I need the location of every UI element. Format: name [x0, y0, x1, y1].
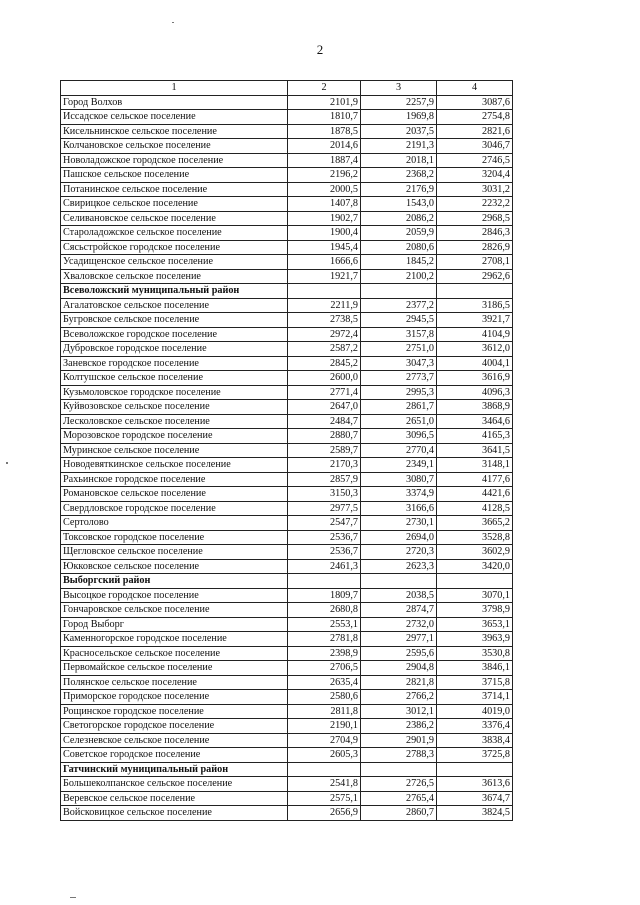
- value-cell-col2: 2605,3: [288, 748, 361, 763]
- table-row: [61, 371, 513, 386]
- value-cell-col4: 3376,4: [437, 719, 513, 734]
- value-cell-col3: 1845,2: [361, 255, 437, 270]
- table-row: [61, 559, 513, 574]
- value-cell-col4: 3148,1: [437, 458, 513, 473]
- row-name-cell: Войсковицкое сельское поселение: [61, 806, 288, 821]
- row-name-cell: Лесколовское сельское поселение: [61, 414, 288, 429]
- row-name-cell: Заневское городское поселение: [61, 356, 288, 371]
- scan-speck: [172, 22, 174, 23]
- row-name-cell: Светогорское городское поселение: [61, 719, 288, 734]
- value-cell-col3: 2765,4: [361, 791, 437, 806]
- column-header: 2: [288, 81, 361, 96]
- table-row: [61, 356, 513, 371]
- value-cell-col3: 1969,8: [361, 110, 437, 125]
- table-row: [61, 603, 513, 618]
- row-name-cell: Всеволожский муниципальный район: [61, 284, 288, 299]
- value-cell-col4: 2968,5: [437, 211, 513, 226]
- row-name-cell: Веревское сельское поселение: [61, 791, 288, 806]
- value-cell-col4: 4019,0: [437, 704, 513, 719]
- table-row: [61, 400, 513, 415]
- value-cell-col4: 3087,6: [437, 95, 513, 110]
- page-number: 2: [316, 42, 324, 57]
- row-name-cell: Куйвозовское сельское поселение: [61, 400, 288, 415]
- value-cell-col3: 2651,0: [361, 414, 437, 429]
- value-cell-col2: 1407,8: [288, 197, 361, 212]
- value-cell-col3: [361, 284, 437, 299]
- value-cell-col2: 2600,0: [288, 371, 361, 386]
- row-name-cell: Новодевяткинское сельское поселение: [61, 458, 288, 473]
- table-row: [61, 675, 513, 690]
- value-cell-col2: 1666,6: [288, 255, 361, 270]
- table-row: [61, 632, 513, 647]
- value-cell-col2: 2211,9: [288, 298, 361, 313]
- value-cell-col3: 2037,5: [361, 124, 437, 139]
- section-row: [61, 762, 513, 777]
- value-cell-col4: 3725,8: [437, 748, 513, 763]
- value-cell-col2: 2811,8: [288, 704, 361, 719]
- row-name-cell: Токсовское городское поселение: [61, 530, 288, 545]
- value-cell-col4: 2962,6: [437, 269, 513, 284]
- table-row: [61, 197, 513, 212]
- value-cell-col2: [288, 762, 361, 777]
- row-name-cell: Кузьмоловское городское поселение: [61, 385, 288, 400]
- value-cell-col4: 3714,1: [437, 690, 513, 705]
- row-name-cell: Потанинское сельское поселение: [61, 182, 288, 197]
- value-cell-col2: 2536,7: [288, 530, 361, 545]
- value-cell-col4: 3204,4: [437, 168, 513, 183]
- table-row: [61, 182, 513, 197]
- value-cell-col3: 2977,1: [361, 632, 437, 647]
- value-cell-col2: 2580,6: [288, 690, 361, 705]
- section-row: [61, 284, 513, 299]
- value-cell-col2: 2857,9: [288, 472, 361, 487]
- value-cell-col3: 2100,2: [361, 269, 437, 284]
- table-row: [61, 429, 513, 444]
- table-row: [61, 588, 513, 603]
- table-row: [61, 414, 513, 429]
- value-cell-col4: 3838,4: [437, 733, 513, 748]
- table-row: [61, 661, 513, 676]
- value-cell-col2: 2972,4: [288, 327, 361, 342]
- value-cell-col4: 4104,9: [437, 327, 513, 342]
- value-cell-col2: 1809,7: [288, 588, 361, 603]
- row-name-cell: Город Волхов: [61, 95, 288, 110]
- row-name-cell: Советское городское поселение: [61, 748, 288, 763]
- value-cell-col4: [437, 284, 513, 299]
- value-cell-col2: 2553,1: [288, 617, 361, 632]
- row-name-cell: Морозовское городское поселение: [61, 429, 288, 444]
- value-cell-col3: 2623,3: [361, 559, 437, 574]
- row-name-cell: Селезневское сельское поселение: [61, 733, 288, 748]
- row-name-cell: Романовское сельское поселение: [61, 487, 288, 502]
- value-cell-col3: 3166,6: [361, 501, 437, 516]
- table-row: [61, 791, 513, 806]
- value-cell-col3: 2901,9: [361, 733, 437, 748]
- value-cell-col2: 2738,5: [288, 313, 361, 328]
- table-header-row: [61, 81, 513, 96]
- value-cell-col2: 2196,2: [288, 168, 361, 183]
- row-name-cell: Полянское сельское поселение: [61, 675, 288, 690]
- row-name-cell: Иссадское сельское поселение: [61, 110, 288, 125]
- row-name-cell: Красносельское сельское поселение: [61, 646, 288, 661]
- table-row: [61, 211, 513, 226]
- value-cell-col2: 1921,7: [288, 269, 361, 284]
- row-name-cell: Первомайское сельское поселение: [61, 661, 288, 676]
- value-cell-col2: 2706,5: [288, 661, 361, 676]
- row-name-cell: Колчановское сельское поселение: [61, 139, 288, 154]
- value-cell-col4: 2846,3: [437, 226, 513, 241]
- row-name-cell: Рощинское городское поселение: [61, 704, 288, 719]
- value-cell-col2: 1902,7: [288, 211, 361, 226]
- value-cell-col3: 2080,6: [361, 240, 437, 255]
- value-cell-col4: 3824,5: [437, 806, 513, 821]
- value-cell-col2: 2680,8: [288, 603, 361, 618]
- value-cell-col4: 4004,1: [437, 356, 513, 371]
- row-name-cell: Свирицкое сельское поселение: [61, 197, 288, 212]
- value-cell-col3: 2773,7: [361, 371, 437, 386]
- table-row: [61, 458, 513, 473]
- row-name-cell: Селивановское сельское поселение: [61, 211, 288, 226]
- row-name-cell: Высоцкое городское поселение: [61, 588, 288, 603]
- value-cell-col3: 2086,2: [361, 211, 437, 226]
- value-cell-col2: 2000,5: [288, 182, 361, 197]
- row-name-cell: Каменногорское городское поселение: [61, 632, 288, 647]
- value-cell-col2: 1878,5: [288, 124, 361, 139]
- value-cell-col3: 3080,7: [361, 472, 437, 487]
- table-row: [61, 110, 513, 125]
- value-cell-col2: 2704,9: [288, 733, 361, 748]
- value-cell-col4: 3921,7: [437, 313, 513, 328]
- value-cell-col2: 2656,9: [288, 806, 361, 821]
- value-cell-col2: 2587,2: [288, 342, 361, 357]
- value-cell-col3: 2904,8: [361, 661, 437, 676]
- value-cell-col3: 2730,1: [361, 516, 437, 531]
- value-cell-col4: 3464,6: [437, 414, 513, 429]
- row-name-cell: Сертолово: [61, 516, 288, 531]
- value-cell-col2: 2575,1: [288, 791, 361, 806]
- table-row: [61, 617, 513, 632]
- value-cell-col4: 4165,3: [437, 429, 513, 444]
- value-cell-col2: 2170,3: [288, 458, 361, 473]
- value-cell-col3: 2860,7: [361, 806, 437, 821]
- value-cell-col4: 2708,1: [437, 255, 513, 270]
- value-cell-col3: 2770,4: [361, 443, 437, 458]
- value-cell-col3: [361, 762, 437, 777]
- value-cell-col2: 2398,9: [288, 646, 361, 661]
- value-cell-col2: 2880,7: [288, 429, 361, 444]
- row-name-cell: Колтушское сельское поселение: [61, 371, 288, 386]
- value-cell-col2: 2547,7: [288, 516, 361, 531]
- value-cell-col2: 2845,2: [288, 356, 361, 371]
- column-header: 3: [361, 81, 437, 96]
- value-cell-col2: [288, 574, 361, 589]
- value-cell-col2: 1887,4: [288, 153, 361, 168]
- table-row: [61, 501, 513, 516]
- table-row: [61, 777, 513, 792]
- value-cell-col4: 3070,1: [437, 588, 513, 603]
- row-name-cell: Щегловское сельское поселение: [61, 545, 288, 560]
- table-row: [61, 733, 513, 748]
- value-cell-col3: 2874,7: [361, 603, 437, 618]
- row-name-cell: Рахьинское городское поселение: [61, 472, 288, 487]
- value-cell-col4: [437, 574, 513, 589]
- value-cell-col2: 2635,4: [288, 675, 361, 690]
- value-cell-col3: 3012,1: [361, 704, 437, 719]
- value-cell-col3: 2595,6: [361, 646, 437, 661]
- value-cell-col3: 2751,0: [361, 342, 437, 357]
- row-name-cell: Хваловское сельское поселение: [61, 269, 288, 284]
- value-cell-col4: 2821,6: [437, 124, 513, 139]
- row-name-cell: Большеколпанское сельское поселение: [61, 777, 288, 792]
- value-cell-col2: 2014,6: [288, 139, 361, 154]
- value-cell-col3: 3047,3: [361, 356, 437, 371]
- table-row: [61, 806, 513, 821]
- value-cell-col3: 2018,1: [361, 153, 437, 168]
- row-name-cell: Юкковское сельское поселение: [61, 559, 288, 574]
- value-cell-col2: 2101,9: [288, 95, 361, 110]
- scan-speck: [70, 897, 76, 898]
- value-cell-col3: 2732,0: [361, 617, 437, 632]
- table-row: [61, 704, 513, 719]
- value-cell-col4: 3613,6: [437, 777, 513, 792]
- table-row: [61, 255, 513, 270]
- value-cell-col2: 2536,7: [288, 545, 361, 560]
- value-cell-col3: 2059,9: [361, 226, 437, 241]
- value-cell-col3: 3096,5: [361, 429, 437, 444]
- column-header: 4: [437, 81, 513, 96]
- row-name-cell: Гончаровское сельское поселение: [61, 603, 288, 618]
- table-row: [61, 95, 513, 110]
- value-cell-col4: 3186,5: [437, 298, 513, 313]
- row-name-cell: Новоладожское городское поселение: [61, 153, 288, 168]
- table-row: [61, 487, 513, 502]
- value-cell-col3: 2694,0: [361, 530, 437, 545]
- value-cell-col2: 1945,4: [288, 240, 361, 255]
- value-cell-col2: 2647,0: [288, 400, 361, 415]
- row-name-cell: Приморское городское поселение: [61, 690, 288, 705]
- table-row: [61, 690, 513, 705]
- row-name-cell: Пашское сельское поселение: [61, 168, 288, 183]
- value-cell-col2: 2977,5: [288, 501, 361, 516]
- value-cell-col4: 4128,5: [437, 501, 513, 516]
- value-cell-col3: 2038,5: [361, 588, 437, 603]
- row-name-cell: Дубровское городское поселение: [61, 342, 288, 357]
- value-cell-col4: 2826,9: [437, 240, 513, 255]
- value-cell-col3: 2788,3: [361, 748, 437, 763]
- value-cell-col4: 3798,9: [437, 603, 513, 618]
- value-cell-col4: 3963,9: [437, 632, 513, 647]
- data-table: [60, 80, 513, 821]
- value-cell-col3: 1543,0: [361, 197, 437, 212]
- row-name-cell: Гатчинский муниципальный район: [61, 762, 288, 777]
- row-name-cell: Усадищенское сельское поселение: [61, 255, 288, 270]
- value-cell-col3: 2257,9: [361, 95, 437, 110]
- row-name-cell: Агалатовское сельское поселение: [61, 298, 288, 313]
- value-cell-col3: 3157,8: [361, 327, 437, 342]
- table-row: [61, 342, 513, 357]
- table-row: [61, 153, 513, 168]
- value-cell-col2: 2484,7: [288, 414, 361, 429]
- value-cell-col3: 2386,2: [361, 719, 437, 734]
- value-cell-col4: 4421,6: [437, 487, 513, 502]
- row-name-cell: Свердловское городское поселение: [61, 501, 288, 516]
- table-row: [61, 719, 513, 734]
- row-name-cell: Выборгский район: [61, 574, 288, 589]
- table-row: [61, 443, 513, 458]
- value-cell-col3: 2720,3: [361, 545, 437, 560]
- value-cell-col3: 2995,3: [361, 385, 437, 400]
- value-cell-col4: 3665,2: [437, 516, 513, 531]
- value-cell-col2: 2589,7: [288, 443, 361, 458]
- scan-speck: [6, 462, 8, 464]
- table-row: [61, 472, 513, 487]
- table-row: [61, 385, 513, 400]
- value-cell-col2: 2541,8: [288, 777, 361, 792]
- value-cell-col4: 3868,9: [437, 400, 513, 415]
- value-cell-col2: 2190,1: [288, 719, 361, 734]
- row-name-cell: Всеволожское городское поселение: [61, 327, 288, 342]
- value-cell-col3: [361, 574, 437, 589]
- value-cell-col2: 1810,7: [288, 110, 361, 125]
- value-cell-col2: 3150,3: [288, 487, 361, 502]
- value-cell-col4: 2754,8: [437, 110, 513, 125]
- value-cell-col4: 3846,1: [437, 661, 513, 676]
- row-name-cell: Староладожское сельское поселение: [61, 226, 288, 241]
- table-row: [61, 226, 513, 241]
- value-cell-col4: 3641,5: [437, 443, 513, 458]
- value-cell-col3: 2368,2: [361, 168, 437, 183]
- table-row: [61, 269, 513, 284]
- section-row: [61, 574, 513, 589]
- value-cell-col4: 4096,3: [437, 385, 513, 400]
- table-row: [61, 646, 513, 661]
- table-row: [61, 530, 513, 545]
- value-cell-col4: 3616,9: [437, 371, 513, 386]
- table-row: [61, 545, 513, 560]
- value-cell-col3: 2861,7: [361, 400, 437, 415]
- value-cell-col3: 2821,8: [361, 675, 437, 690]
- table-row: [61, 516, 513, 531]
- value-cell-col3: 2766,2: [361, 690, 437, 705]
- value-cell-col4: 3031,2: [437, 182, 513, 197]
- row-name-cell: Бугровское сельское поселение: [61, 313, 288, 328]
- value-cell-col4: 2746,5: [437, 153, 513, 168]
- value-cell-col4: 3602,9: [437, 545, 513, 560]
- table-row: [61, 124, 513, 139]
- table-row: [61, 139, 513, 154]
- value-cell-col3: 2191,3: [361, 139, 437, 154]
- value-cell-col2: [288, 284, 361, 299]
- value-cell-col4: [437, 762, 513, 777]
- table-row: [61, 748, 513, 763]
- value-cell-col4: 4177,6: [437, 472, 513, 487]
- row-name-cell: Муринское сельское поселение: [61, 443, 288, 458]
- value-cell-col3: 2349,1: [361, 458, 437, 473]
- value-cell-col2: 1900,4: [288, 226, 361, 241]
- value-cell-col4: 3715,8: [437, 675, 513, 690]
- value-cell-col3: 2176,9: [361, 182, 437, 197]
- value-cell-col4: 3612,0: [437, 342, 513, 357]
- value-cell-col3: 3374,9: [361, 487, 437, 502]
- value-cell-col4: 3046,7: [437, 139, 513, 154]
- value-cell-col4: 3528,8: [437, 530, 513, 545]
- table-body: [61, 95, 513, 820]
- value-cell-col4: 3420,0: [437, 559, 513, 574]
- row-name-cell: Город Выборг: [61, 617, 288, 632]
- row-name-cell: Сясьстройское городское поселение: [61, 240, 288, 255]
- table-row: [61, 327, 513, 342]
- value-cell-col2: 2461,3: [288, 559, 361, 574]
- table-row: [61, 298, 513, 313]
- value-cell-col3: 2377,2: [361, 298, 437, 313]
- table-row: [61, 313, 513, 328]
- row-name-cell: Кисельнинское сельское поселение: [61, 124, 288, 139]
- value-cell-col4: 3674,7: [437, 791, 513, 806]
- table-row: [61, 168, 513, 183]
- column-header: 1: [61, 81, 288, 96]
- table-row: [61, 240, 513, 255]
- value-cell-col4: 3653,1: [437, 617, 513, 632]
- value-cell-col2: 2771,4: [288, 385, 361, 400]
- value-cell-col3: 2945,5: [361, 313, 437, 328]
- value-cell-col4: 2232,2: [437, 197, 513, 212]
- value-cell-col2: 2781,8: [288, 632, 361, 647]
- value-cell-col3: 2726,5: [361, 777, 437, 792]
- value-cell-col4: 3530,8: [437, 646, 513, 661]
